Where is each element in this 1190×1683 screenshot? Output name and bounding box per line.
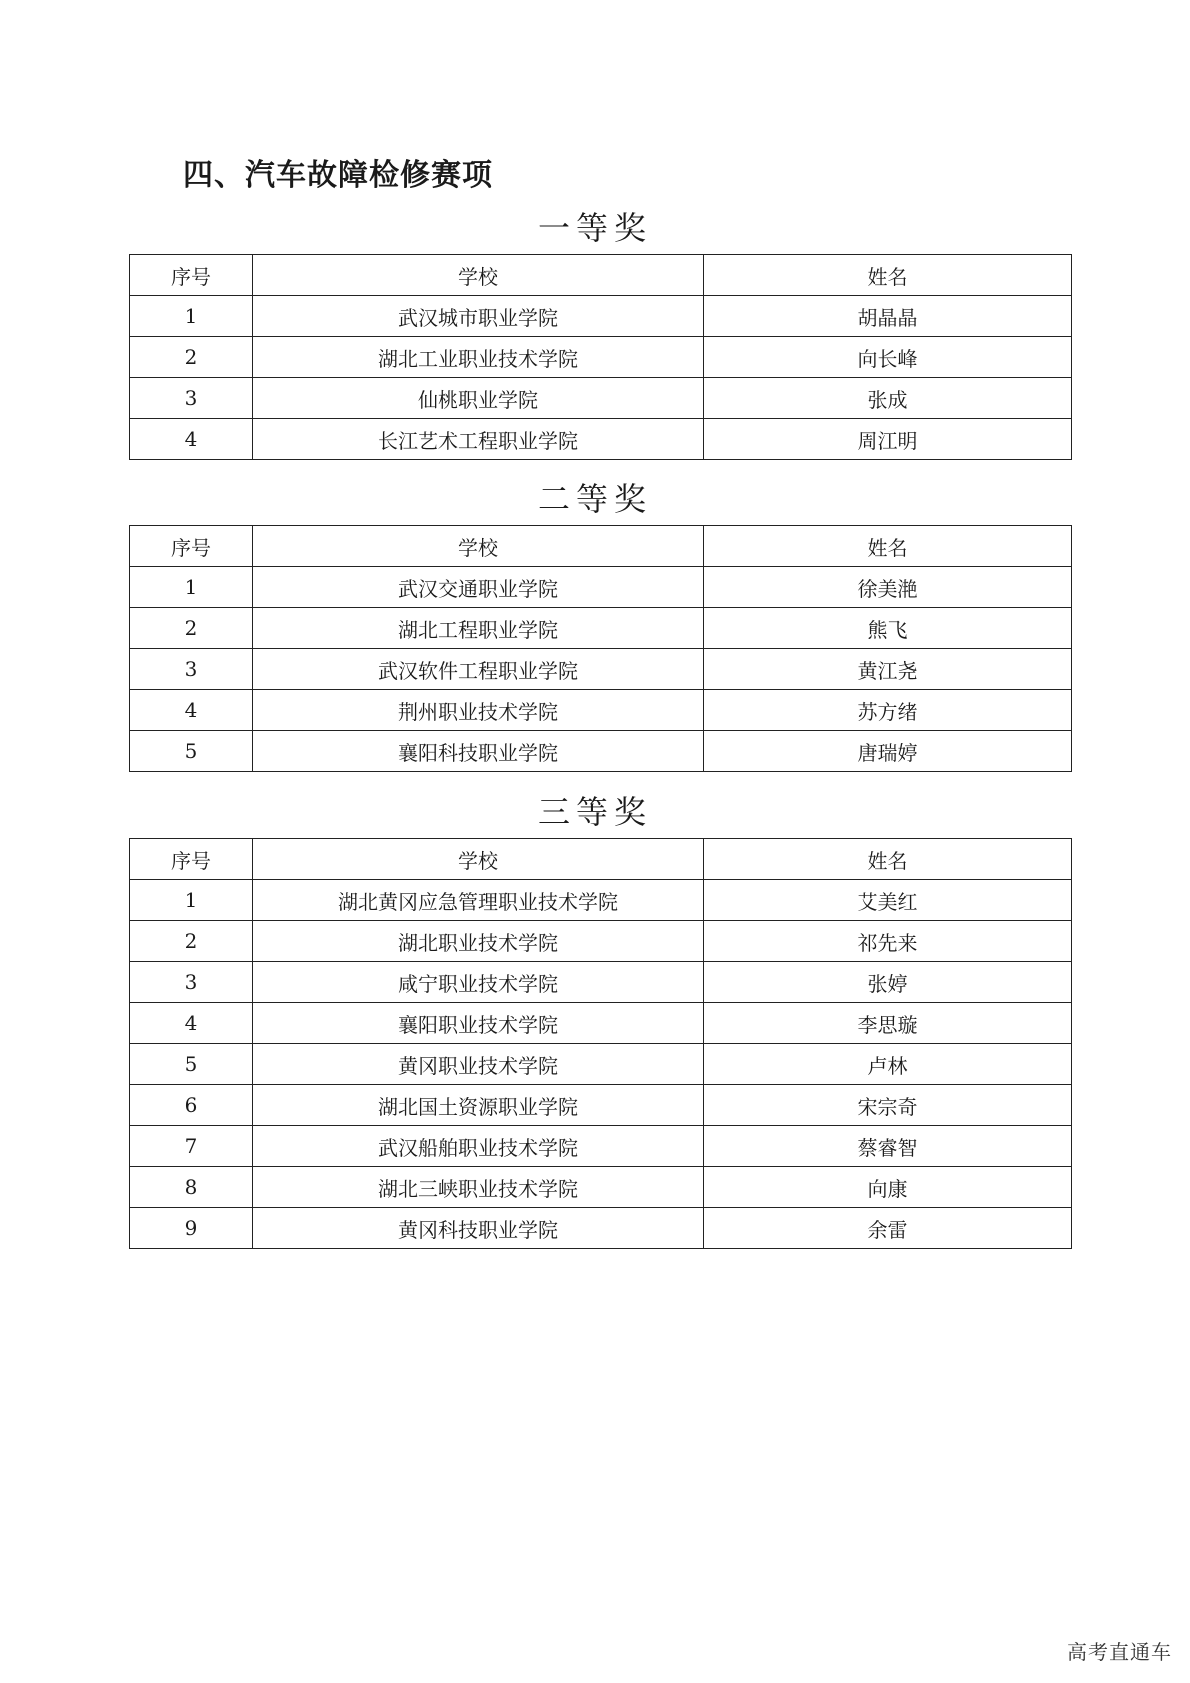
column-header-school: 学校 [253,839,704,880]
cell-school: 湖北国土资源职业学院 [253,1085,704,1126]
cell-index: 5 [130,731,253,772]
cell-school: 湖北黄冈应急管理职业技术学院 [253,880,704,921]
table-row [130,690,1072,731]
cell-name: 唐瑞婷 [704,731,1072,772]
column-header-index: 序号 [130,255,253,296]
cell-name: 艾美红 [704,880,1072,921]
cell-index: 1 [130,567,253,608]
first-prize-heading: 一等奖 [537,209,652,247]
second-prize-heading: 二等奖 [537,480,652,518]
table-row [130,419,1072,460]
cell-index: 6 [130,1085,253,1126]
table-row [130,608,1072,649]
cell-name: 苏方绪 [704,690,1072,731]
section-title: 四、汽车故障检修赛项 [183,158,493,193]
cell-school: 湖北工程职业学院 [253,608,704,649]
cell-school: 荆州职业技术学院 [253,690,704,731]
table-row [130,1044,1072,1085]
table-row [130,1003,1072,1044]
cell-index: 1 [130,880,253,921]
cell-index: 7 [130,1126,253,1167]
cell-school: 仙桃职业学院 [253,378,704,419]
cell-name: 祁先来 [704,921,1072,962]
cell-school: 咸宁职业技术学院 [253,962,704,1003]
table-row [130,731,1072,772]
cell-name: 张成 [704,378,1072,419]
cell-school: 武汉交通职业学院 [253,567,704,608]
cell-name: 黄江尧 [704,649,1072,690]
second-prize-table [129,525,1072,772]
third-prize-table [129,838,1072,1249]
table-header-row [130,526,1072,567]
cell-school: 黄冈科技职业学院 [253,1208,704,1249]
cell-index: 1 [130,296,253,337]
table-row [130,1208,1072,1249]
table-header-row [130,839,1072,880]
column-header-name: 姓名 [704,526,1072,567]
cell-school: 湖北工业职业技术学院 [253,337,704,378]
cell-index: 5 [130,1044,253,1085]
table-header-row [130,255,1072,296]
table-body [130,296,1072,460]
cell-index: 3 [130,378,253,419]
table-row [130,1167,1072,1208]
cell-index: 3 [130,649,253,690]
cell-name: 徐美滟 [704,567,1072,608]
first-prize-table [129,254,1072,460]
cell-index: 2 [130,608,253,649]
cell-index: 8 [130,1167,253,1208]
table-row [130,921,1072,962]
cell-name: 向长峰 [704,337,1072,378]
cell-school: 武汉船舶职业技术学院 [253,1126,704,1167]
cell-school: 湖北三峡职业技术学院 [253,1167,704,1208]
cell-school: 长江艺术工程职业学院 [253,419,704,460]
table-row [130,1126,1072,1167]
cell-name: 卢林 [704,1044,1072,1085]
table-row [130,296,1072,337]
third-prize-heading: 三等奖 [537,793,652,831]
cell-index: 4 [130,419,253,460]
cell-name: 张婷 [704,962,1072,1003]
cell-school: 襄阳职业技术学院 [253,1003,704,1044]
column-header-index: 序号 [130,526,253,567]
cell-school: 黄冈职业技术学院 [253,1044,704,1085]
column-header-index: 序号 [130,839,253,880]
column-header-school: 学校 [253,526,704,567]
column-header-name: 姓名 [704,255,1072,296]
cell-index: 4 [130,1003,253,1044]
cell-index: 2 [130,337,253,378]
column-header-name: 姓名 [704,839,1072,880]
watermark: 高考直通车 [1067,1640,1172,1664]
cell-school: 武汉软件工程职业学院 [253,649,704,690]
cell-index: 2 [130,921,253,962]
cell-name: 余雷 [704,1208,1072,1249]
cell-index: 3 [130,962,253,1003]
table-body [130,567,1072,772]
cell-name: 宋宗奇 [704,1085,1072,1126]
cell-index: 9 [130,1208,253,1249]
table-row [130,649,1072,690]
column-header-school: 学校 [253,255,704,296]
table-row [130,880,1072,921]
cell-index: 4 [130,690,253,731]
cell-name: 李思璇 [704,1003,1072,1044]
cell-school: 武汉城市职业学院 [253,296,704,337]
table-body [130,880,1072,1249]
cell-school: 湖北职业技术学院 [253,921,704,962]
cell-name: 熊飞 [704,608,1072,649]
cell-name: 蔡睿智 [704,1126,1072,1167]
cell-name: 胡晶晶 [704,296,1072,337]
table-row [130,962,1072,1003]
table-row [130,567,1072,608]
cell-name: 周江明 [704,419,1072,460]
cell-name: 向康 [704,1167,1072,1208]
table-row [130,378,1072,419]
table-row [130,337,1072,378]
cell-school: 襄阳科技职业学院 [253,731,704,772]
table-row [130,1085,1072,1126]
